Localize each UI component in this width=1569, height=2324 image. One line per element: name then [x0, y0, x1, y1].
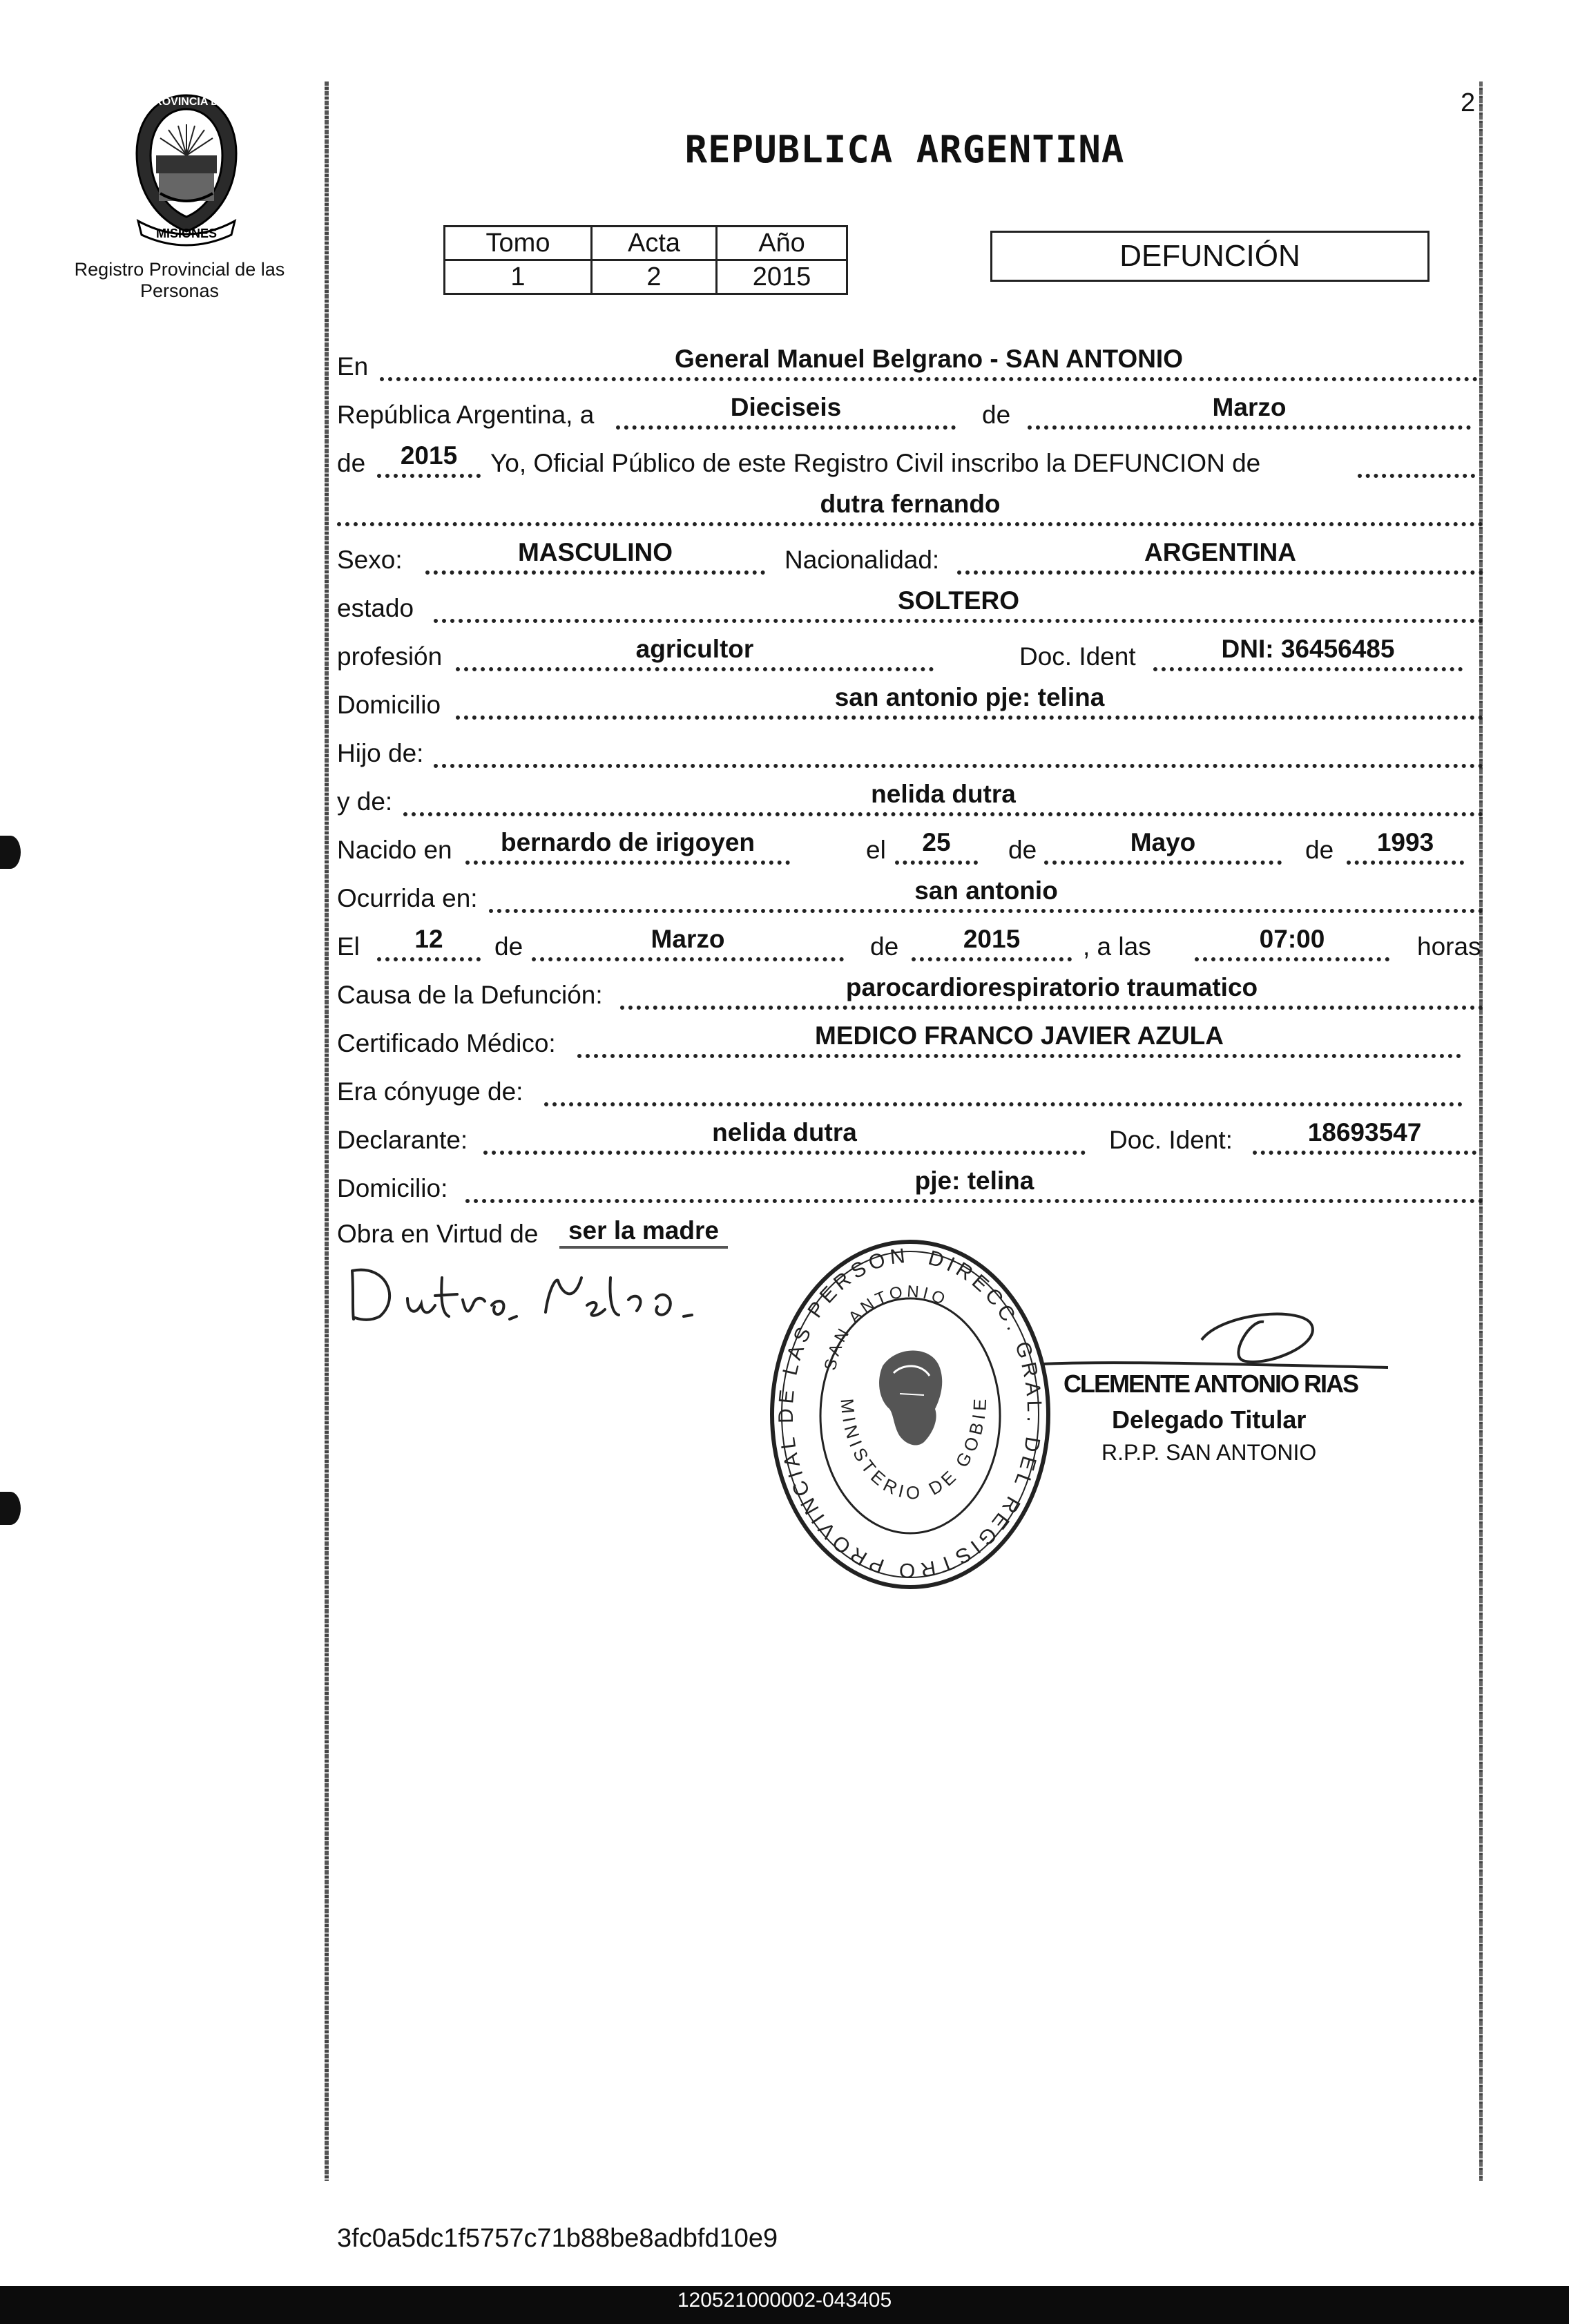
field-conyuge: [544, 1069, 1463, 1106]
meta-header-tomo: Tomo: [445, 227, 592, 260]
field-birth-year: 1993: [1347, 827, 1464, 865]
field-nacionalidad: ARGENTINA: [957, 537, 1483, 575]
label-de-2: de: [1305, 836, 1334, 864]
label-domicilio-2: Domicilio:: [337, 1174, 448, 1202]
punch-hole-mark: [0, 1492, 21, 1525]
left-margin-rule: [325, 81, 329, 2181]
official-stamp: [758, 1228, 1062, 1608]
row-estado: [337, 586, 1483, 628]
label-sexo: Sexo:: [337, 546, 403, 574]
row-domicilio-2: [337, 1166, 1483, 1209]
label-el-date: El: [337, 932, 360, 961]
stamp-inner-bottom-text: MINISTERIO DE GOBIE: [836, 1394, 991, 1504]
field-month: Marzo: [1028, 392, 1471, 430]
meta-value-acta: 2: [592, 260, 717, 294]
seal-graphic: [117, 90, 256, 249]
label-y-de: y de:: [337, 787, 393, 816]
field-death-month: Marzo: [532, 924, 844, 961]
field-profesion: agricultor: [456, 634, 934, 671]
label-nacido-en: Nacido en: [337, 836, 452, 864]
row-causa: [337, 973, 1483, 1015]
field-declarante-doc: 18693547: [1253, 1117, 1476, 1155]
label-conyuge: Era cónyuge de:: [337, 1077, 523, 1106]
field-doc-ident: DNI: 36456485: [1153, 634, 1463, 671]
field-day-words: Dieciseis: [616, 392, 956, 430]
signature-graphic: [338, 1250, 753, 1333]
field-birthplace: bernardo de irigoyen: [465, 827, 790, 865]
label-a-las: , a las: [1083, 932, 1151, 961]
label-certificado: Certificado Médico:: [337, 1029, 556, 1057]
label-en: En: [337, 352, 369, 381]
label-declarante: Declarante:: [337, 1126, 468, 1154]
seal-text-bottom: MISIONES: [155, 227, 218, 240]
label-domicilio: Domicilio: [337, 691, 441, 719]
declarant-signature: [338, 1250, 753, 1333]
label-obra: Obra en Virtud de: [337, 1220, 539, 1248]
meta-header-acta: Acta: [592, 227, 717, 260]
label-causa: Causa de la Defunción:: [337, 981, 603, 1009]
record-meta-table: [443, 225, 848, 295]
label-doc-ident: Doc. Ident: [1019, 642, 1136, 671]
meta-header-anio: Año: [717, 227, 847, 260]
row-nacido: [337, 828, 1483, 870]
field-death-time: 07:00: [1195, 924, 1389, 961]
field-year: 2015: [377, 441, 481, 478]
label-nacionalidad: Nacionalidad:: [784, 546, 940, 574]
row-hijo-de: [337, 735, 1483, 774]
row-sexo: [337, 538, 1483, 580]
row-domicilio: [337, 683, 1483, 725]
row-conyuge: [337, 1073, 1483, 1112]
row-en: [337, 345, 1483, 387]
row-fecha: [337, 925, 1483, 967]
official-role: Delegado Titular: [1112, 1405, 1307, 1434]
field-declarante: nelida dutra: [483, 1117, 1086, 1155]
document-hash: 3fc0a5dc1f5757c71b88be8adbfd10e9: [337, 2224, 778, 2253]
label-de: de: [982, 401, 1011, 429]
field-birth-day: 25: [895, 827, 978, 865]
row-deceased-name: [337, 490, 1483, 532]
label-hijo-de: Hijo de:: [337, 739, 424, 767]
field-death-year: 2015: [912, 924, 1072, 961]
row-profesion: [337, 635, 1483, 677]
page-number: 2: [1461, 88, 1476, 117]
registry-caption: Registro Provincial de las Personas: [74, 259, 285, 301]
field-ocurrida: san antonio: [489, 876, 1483, 913]
punch-hole-mark: [0, 836, 21, 869]
field-domicilio-2: pje: telina: [465, 1166, 1483, 1203]
label-de-date-1: de: [494, 932, 523, 961]
field-deceased-name: dutra fernando: [337, 489, 1483, 526]
official-name: CLEMENTE ANTONIO RIAS: [1063, 1370, 1358, 1398]
label-el: el: [866, 836, 886, 864]
field-place: General Manuel Belgrano - SAN ANTONIO: [380, 344, 1478, 381]
official-office: R.P.P. SAN ANTONIO: [1101, 1440, 1317, 1465]
label-ocurrida: Ocurrida en:: [337, 884, 478, 912]
field-estado: SOLTERO: [434, 586, 1483, 623]
field-domicilio: san antonio pje: telina: [456, 682, 1483, 720]
label-declarante-doc: Doc. Ident:: [1109, 1126, 1233, 1154]
stamp-inner-top-text: SAN ANTONIO: [820, 1282, 952, 1372]
field-birth-month: Mayo: [1044, 827, 1282, 865]
field-death-day: 12: [377, 924, 481, 961]
field-hijo-de: [434, 731, 1483, 768]
label-estado: estado: [337, 594, 414, 622]
act-type-box: DEFUNCIÓN: [990, 231, 1430, 282]
row-y-de: [337, 780, 1483, 822]
field-y-de: nelida dutra: [403, 779, 1483, 816]
document-title: REPUBLICA ARGENTINA: [684, 128, 1125, 171]
stamp-graphic: [758, 1228, 1062, 1608]
row-certificado: [337, 1021, 1483, 1064]
label-de-year: de: [337, 449, 366, 477]
label-horas: horas: [1417, 932, 1481, 961]
stamp-outer-text: DIRECC. GRAL. DEL REGISTRO PROVINCIAL DE LAS PERSON: [774, 1244, 1046, 1582]
label-republica: República Argentina, a: [337, 401, 595, 429]
field-certificado: MEDICO FRANCO JAVIER AZULA: [577, 1021, 1461, 1058]
row-ocurrida: [337, 876, 1483, 919]
field-obra: ser la madre: [559, 1216, 728, 1249]
label-de-1: de: [1008, 836, 1037, 864]
label-official-statement: Yo, Oficial Público de este Registro Civil inscribo la DEFUNCION de: [490, 449, 1261, 477]
meta-value-tomo: 1: [445, 260, 592, 294]
row-republica: [337, 393, 1483, 435]
footer-id: 120521000002-043405: [677, 2289, 892, 2312]
field-causa: parocardiorespiratorio traumatico: [620, 972, 1483, 1010]
stamp-portrait: [879, 1351, 942, 1446]
label-profesion: profesión: [337, 642, 443, 671]
field-sexo: MASCULINO: [425, 537, 765, 575]
meta-value-anio: 2015: [717, 260, 847, 294]
seal-text-top: PROVINCIA DE: [146, 96, 227, 108]
row-year: [337, 441, 1483, 483]
field-trailing-dots: [1358, 441, 1475, 478]
label-de-date-2: de: [870, 932, 899, 961]
row-declarante: [337, 1118, 1483, 1160]
